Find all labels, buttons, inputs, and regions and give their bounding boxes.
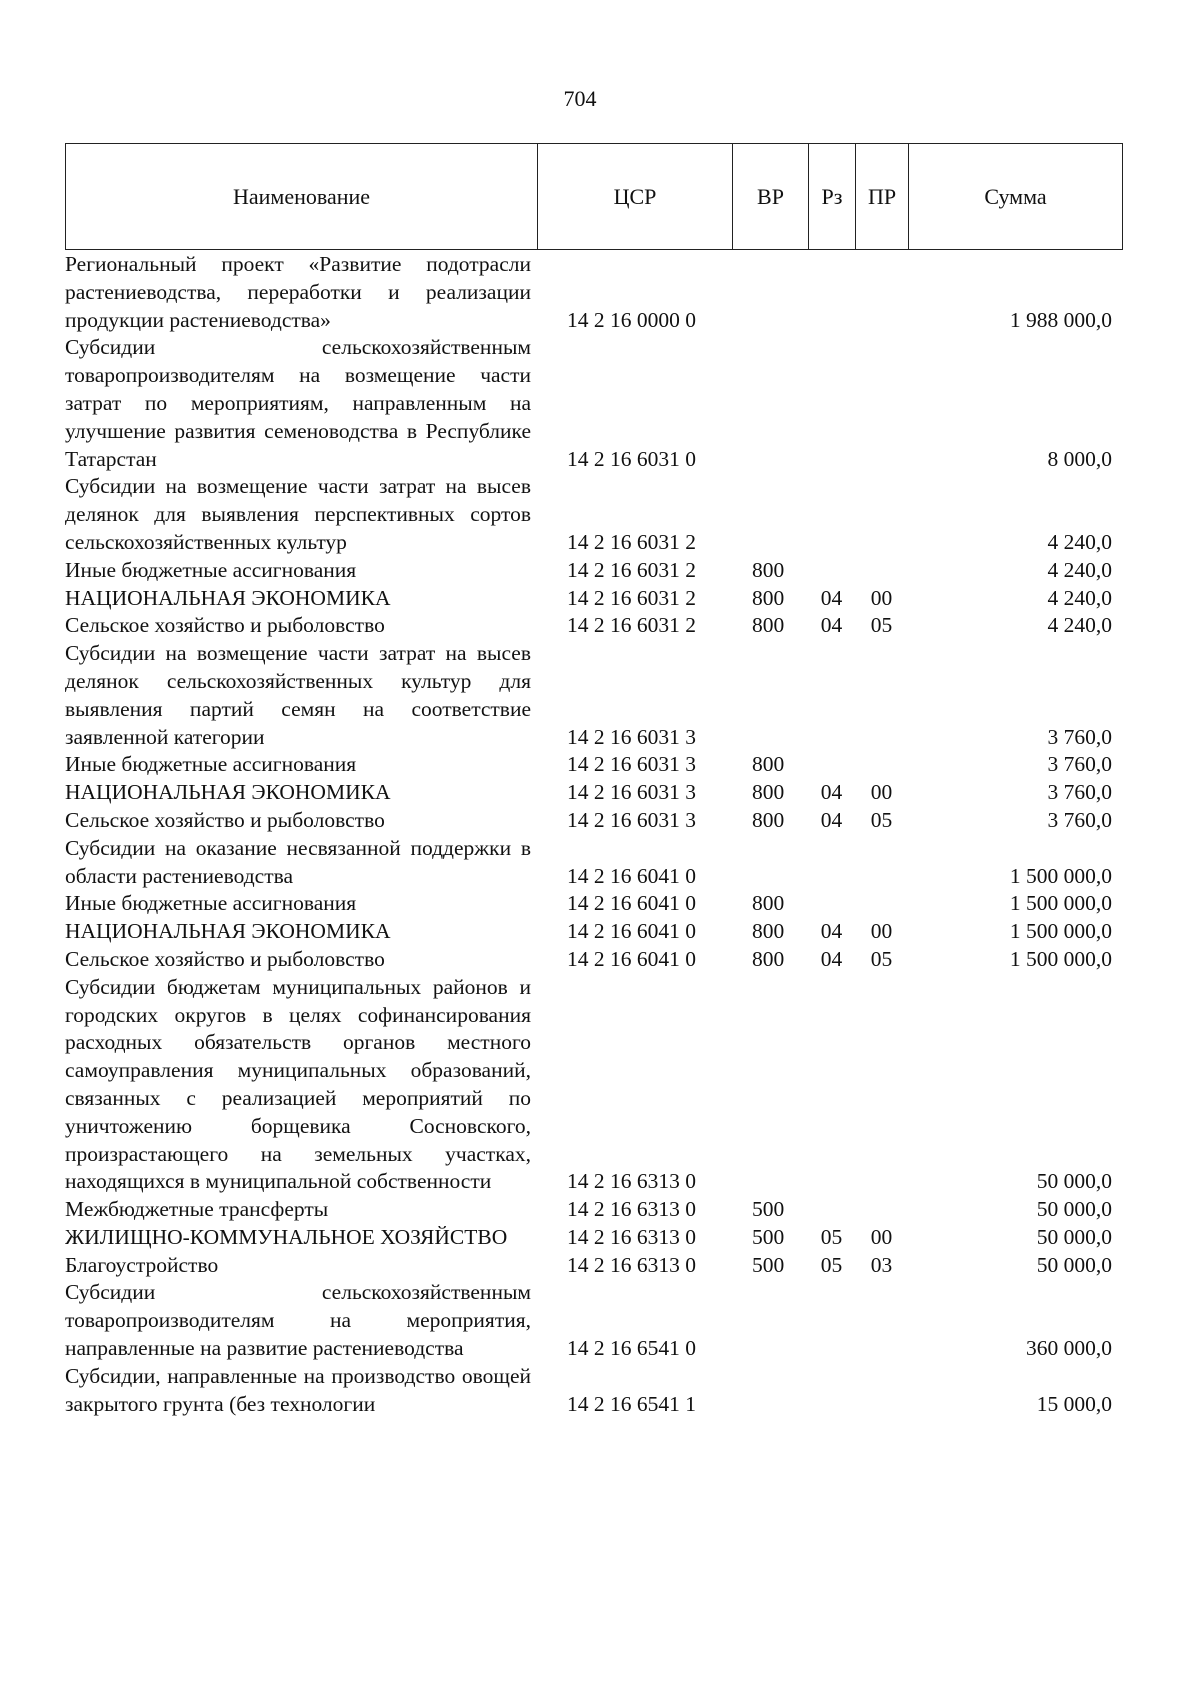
row-vr: 800 [752, 780, 785, 805]
row-csr: 14 2 16 6031 3 [567, 724, 696, 749]
row-rz: 04 [820, 585, 843, 610]
table-row [65, 835, 1122, 891]
row-pr [855, 334, 908, 473]
row-sum: 4 240,0 [1047, 585, 1112, 610]
row-rz [808, 640, 855, 751]
table-row [65, 585, 1122, 613]
row-vr [732, 251, 808, 334]
row-pr [855, 473, 908, 556]
table-row [65, 974, 1122, 1196]
row-sum: 50 000,0 [1036, 1252, 1112, 1277]
row-pr [855, 890, 908, 918]
row-pr [855, 557, 908, 585]
row-sum: 4 240,0 [1047, 557, 1112, 582]
row-vr [732, 835, 808, 891]
row-rz [808, 974, 855, 1196]
table-row [65, 807, 1122, 835]
row-vr: 800 [752, 752, 785, 777]
header-name: Наименование [66, 144, 538, 250]
row-csr: 14 2 16 6041 0 [567, 946, 696, 971]
row-csr: 14 2 16 6313 0 [567, 1169, 696, 1194]
row-vr: 800 [752, 919, 785, 944]
row-vr [732, 974, 808, 1196]
row-name: Сельское хозяйство и рыболовство [65, 613, 385, 638]
row-csr: 14 2 16 6031 2 [567, 529, 696, 554]
table-row [65, 334, 1122, 473]
row-csr: 14 2 16 6313 0 [567, 1224, 696, 1249]
row-name: НАЦИОНАЛЬНАЯ ЭКОНОМИКА [65, 585, 391, 610]
row-vr: 800 [752, 613, 785, 638]
table-row [65, 1363, 1122, 1419]
table-row [65, 557, 1122, 585]
table-row [65, 946, 1122, 974]
row-sum: 360 000,0 [1026, 1336, 1112, 1361]
table-row [65, 890, 1122, 918]
row-csr: 14 2 16 6031 2 [567, 585, 696, 610]
row-name: Региональный проект «Развитие подотрасли растениеводства, переработки и реализации продукции растениеводства» [65, 252, 531, 332]
row-pr [855, 251, 908, 334]
row-name: Иные бюджетные ассигнования [65, 891, 357, 916]
table-row [65, 1224, 1122, 1252]
table-row [65, 473, 1122, 556]
row-name: Иные бюджетные ассигнования [65, 752, 357, 777]
row-sum: 1 500 000,0 [1009, 946, 1112, 971]
row-vr [732, 1279, 808, 1362]
row-csr: 14 2 16 6313 0 [567, 1252, 696, 1277]
row-pr [855, 640, 908, 751]
row-name: Благоустройство [65, 1252, 219, 1277]
row-pr: 00 [870, 919, 893, 944]
row-csr: 14 2 16 6031 0 [567, 446, 696, 471]
row-sum: 15 000,0 [1036, 1391, 1112, 1416]
row-rz: 04 [820, 807, 843, 832]
row-vr [732, 640, 808, 751]
table-row [65, 779, 1122, 807]
row-csr: 14 2 16 6031 3 [567, 780, 696, 805]
row-rz [808, 1279, 855, 1362]
row-rz [808, 251, 855, 334]
budget-table-body [65, 251, 1122, 1418]
row-csr: 14 2 16 0000 0 [567, 307, 696, 332]
header-sum: Сумма [909, 144, 1123, 250]
row-vr: 500 [752, 1252, 785, 1277]
row-pr: 00 [870, 1224, 893, 1249]
row-rz: 04 [820, 919, 843, 944]
row-sum: 3 760,0 [1047, 724, 1112, 749]
row-vr [732, 473, 808, 556]
row-csr: 14 2 16 6041 0 [567, 891, 696, 916]
row-rz: 04 [820, 780, 843, 805]
row-csr: 14 2 16 6541 1 [567, 1391, 696, 1416]
row-rz [808, 890, 855, 918]
row-name: Сельское хозяйство и рыболовство [65, 946, 385, 971]
row-csr: 14 2 16 6041 0 [567, 863, 696, 888]
row-csr: 14 2 16 6313 0 [567, 1197, 696, 1222]
row-name: НАЦИОНАЛЬНАЯ ЭКОНОМИКА [65, 919, 391, 944]
row-pr [855, 1196, 908, 1224]
row-name: Субсидии, направленные на производство овощей закрытого грунта (без технологии [65, 1363, 531, 1416]
table-row [65, 612, 1122, 640]
row-rz: 04 [820, 946, 843, 971]
table-row [65, 751, 1122, 779]
header-rz: Рз [809, 144, 856, 250]
row-sum: 50 000,0 [1036, 1224, 1112, 1249]
row-sum: 3 760,0 [1047, 780, 1112, 805]
page-number: 704 [563, 86, 597, 111]
row-pr [855, 1363, 908, 1419]
row-name: Сельское хозяйство и рыболовство [65, 807, 385, 832]
row-name: Иные бюджетные ассигнования [65, 557, 357, 582]
table-row [65, 640, 1122, 751]
row-rz: 04 [820, 613, 843, 638]
row-name: ЖИЛИЩНО-КОММУНАЛЬНОЕ ХОЗЯЙСТВО [65, 1224, 508, 1249]
row-vr: 500 [752, 1197, 785, 1222]
row-vr: 800 [752, 891, 785, 916]
row-sum: 8 000,0 [1047, 446, 1112, 471]
row-csr: 14 2 16 6041 0 [567, 919, 696, 944]
row-pr: 00 [870, 780, 893, 805]
table-row [65, 918, 1122, 946]
row-pr: 00 [870, 585, 893, 610]
row-rz: 05 [820, 1252, 843, 1277]
row-rz [808, 334, 855, 473]
row-vr [732, 334, 808, 473]
row-name: Межбюджетные трансферты [65, 1197, 329, 1222]
row-rz [808, 751, 855, 779]
row-csr: 14 2 16 6541 0 [567, 1336, 696, 1361]
table-row [65, 251, 1122, 334]
row-pr: 03 [870, 1252, 893, 1277]
row-rz [808, 473, 855, 556]
row-vr: 800 [752, 585, 785, 610]
row-csr: 14 2 16 6031 3 [567, 807, 696, 832]
row-sum: 3 760,0 [1047, 752, 1112, 777]
row-name: Субсидии сельскохозяйственным товаропроизводителям на мероприятия, направленные на развитие растениеводства [65, 1280, 531, 1361]
row-pr [855, 1279, 908, 1362]
row-rz [808, 557, 855, 585]
row-rz [808, 1363, 855, 1419]
row-pr: 05 [870, 807, 893, 832]
row-csr: 14 2 16 6031 3 [567, 752, 696, 777]
row-pr: 05 [870, 613, 893, 638]
row-vr: 800 [752, 946, 785, 971]
header-csr: ЦСР [538, 144, 733, 250]
row-rz [808, 1196, 855, 1224]
budget-table [65, 251, 1122, 1418]
row-sum: 3 760,0 [1047, 807, 1112, 832]
row-pr: 05 [870, 946, 893, 971]
row-sum: 1 988 000,0 [1009, 307, 1112, 332]
header-vr: ВР [733, 144, 809, 250]
row-sum: 50 000,0 [1036, 1197, 1112, 1222]
row-vr [732, 1363, 808, 1419]
row-name: Субсидии бюджетам муниципальных районов и городских округов в целях софинансирования расходных обязательств органов местного самоуправления муниципальных образований, связанных с реализацией мероприятий по уничтожению борщевика Сосновского, произрастающего на земельных участках, находящихся в муниципальной собственности [65, 974, 531, 1194]
header-pr: ПР [856, 144, 909, 250]
row-name: Субсидии на возмещение части затрат на высев делянок для выявления перспективных сортов сельскохозяйственных культур [65, 474, 531, 554]
table-row [65, 1196, 1122, 1224]
row-name: Субсидии сельскохозяйственным товаропроизводителям на возмещение части затрат по мероприятиям, направленным на улучшение развития семеноводства в Республике Татарстан [65, 335, 531, 471]
row-sum: 50 000,0 [1036, 1169, 1112, 1194]
row-pr [855, 974, 908, 1196]
row-vr: 800 [752, 557, 785, 582]
row-vr: 500 [752, 1224, 785, 1249]
row-name: Субсидии на оказание несвязанной поддержки в области растениеводства [65, 835, 531, 888]
row-sum: 1 500 000,0 [1009, 919, 1112, 944]
row-csr: 14 2 16 6031 2 [567, 557, 696, 582]
row-csr: 14 2 16 6031 2 [567, 613, 696, 638]
row-pr [855, 835, 908, 891]
row-rz [808, 835, 855, 891]
table-row [65, 1252, 1122, 1280]
row-sum: 1 500 000,0 [1009, 891, 1112, 916]
row-name: Субсидии на возмещение части затрат на высев делянок сельскохозяйственных культур для выявления партий семян на соответствие заявленной категории [65, 641, 531, 749]
row-sum: 4 240,0 [1047, 613, 1112, 638]
row-pr [855, 751, 908, 779]
table-row [65, 1279, 1122, 1362]
row-name: НАЦИОНАЛЬНАЯ ЭКОНОМИКА [65, 780, 391, 805]
row-sum: 4 240,0 [1047, 529, 1112, 554]
table-header [65, 143, 1123, 250]
row-sum: 1 500 000,0 [1009, 863, 1112, 888]
row-vr: 800 [752, 807, 785, 832]
row-rz: 05 [820, 1224, 843, 1249]
